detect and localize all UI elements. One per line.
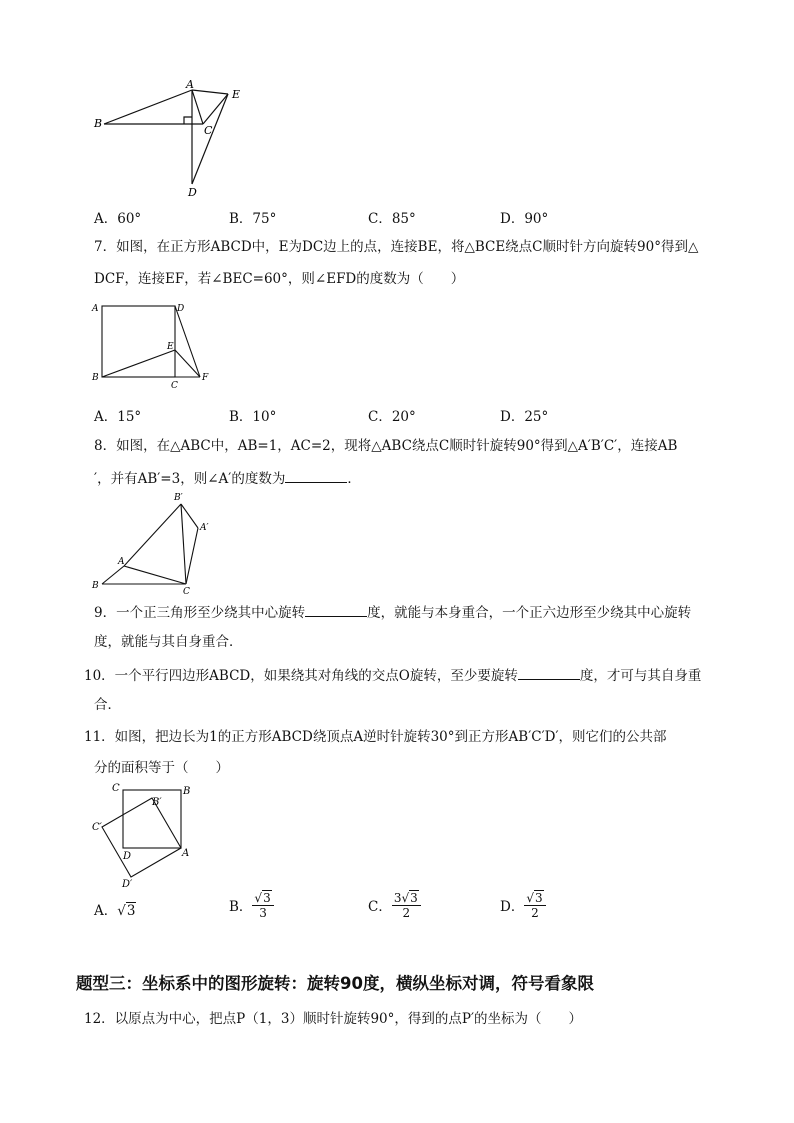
q11-option-d-numerator bbox=[524, 890, 545, 906]
q8-text-line2 bbox=[94, 468, 361, 488]
q6-label-a: A bbox=[186, 80, 194, 91]
q8-figure bbox=[88, 488, 228, 596]
q11-option-d-prefix: D． bbox=[500, 899, 525, 915]
q8-label-a: A bbox=[118, 557, 125, 567]
q6-label-e: E bbox=[232, 88, 241, 101]
sqrt-icon: √ bbox=[117, 903, 126, 919]
q11-option-c-prefix: C． bbox=[368, 899, 392, 915]
q11-option-d-fraction bbox=[524, 890, 545, 920]
q11-option-b-fraction bbox=[252, 890, 273, 920]
q7-figure bbox=[88, 298, 228, 390]
q11-option-b-denominator: 3 bbox=[259, 906, 267, 920]
q6-option-c: C．85° bbox=[368, 211, 416, 227]
q12-text-line1: 12．以原点为中心，把点P（1，3）顺时针旋转90°，得到的点P′的坐标为（ ） bbox=[84, 1011, 583, 1027]
q11-option-a bbox=[94, 899, 136, 919]
q7-option-c: C．20° bbox=[368, 409, 416, 425]
q11-option-b-prefix: B． bbox=[229, 899, 253, 915]
q6-option-a: A．60° bbox=[94, 211, 142, 227]
q7-label-f: F bbox=[202, 373, 209, 383]
q11-label-bp: B′ bbox=[152, 797, 162, 808]
q11-option-c bbox=[368, 890, 421, 920]
q8-text-line2-b: ． bbox=[347, 471, 361, 487]
q7-text-line1: 7．如图，在正方形ABCD中，E为DC边上的点，连接BE，将△BCE绕点C顺时针方向旋转90°得到△ bbox=[94, 239, 699, 255]
q8-text-line1: 8．如图，在△ABC中，AB=1，AC=2，现将△ABC绕点C顺时针旋转90°得到△A′B′C′，连接AB bbox=[94, 438, 678, 454]
q10-answer-blank[interactable] bbox=[518, 665, 580, 680]
q7-label-a: A bbox=[92, 304, 99, 314]
q11-option-d-denominator: 2 bbox=[531, 906, 539, 920]
q9-text-line1-a: 9．一个正三角形至少绕其中心旋转 bbox=[94, 605, 306, 621]
q9-answer-blank[interactable] bbox=[305, 602, 367, 617]
q9-text-line1-b: 度，就能与本身重合，一个正六边形至少绕其中心旋转 bbox=[367, 605, 692, 621]
q11-option-b-radicand: 3 bbox=[263, 891, 271, 905]
q11-label-b: B bbox=[183, 786, 191, 797]
q6-option-b: B．75° bbox=[229, 211, 277, 227]
q11-label-dp: D′ bbox=[122, 879, 133, 890]
q11-option-c-radicand: 3 bbox=[410, 891, 418, 905]
q8-answer-blank[interactable] bbox=[285, 468, 347, 483]
q11-label-c: C bbox=[112, 783, 120, 794]
q10-text-line1 bbox=[84, 665, 701, 685]
q11-option-b bbox=[229, 890, 274, 920]
q11-option-a-prefix: A． bbox=[94, 903, 118, 919]
q11-option-c-numerator bbox=[392, 890, 421, 906]
q7-label-e: E bbox=[167, 342, 174, 352]
q7-option-b: B．10° bbox=[229, 409, 277, 425]
q7-label-d: D bbox=[177, 304, 185, 314]
q8-text-line2-a: ′，并有AB′=3，则∠A′的度数为 bbox=[94, 471, 286, 487]
q11-label-a: A bbox=[182, 848, 190, 859]
q11-option-c-coefficient: 3 bbox=[393, 891, 402, 905]
q6-option-d: D．90° bbox=[500, 211, 549, 227]
sqrt-icon: √ bbox=[254, 891, 263, 905]
q6-label-b: B bbox=[94, 117, 103, 130]
q10-text-line2: 合． bbox=[94, 697, 121, 713]
q11-text-line1: 11．如图，把边长为1的正方形ABCD绕顶点A逆时针旋转30°到正方形AB′C′D′，则它们的公共部 bbox=[84, 729, 667, 745]
q10-text-line1-a: 10．一个平行四边形ABCD，如果绕其对角线的交点O旋转，至少要旋转 bbox=[84, 668, 518, 684]
q11-figure bbox=[86, 778, 206, 890]
q7-option-d: D．25° bbox=[500, 409, 549, 425]
q11-option-a-radicand: 3 bbox=[126, 903, 136, 919]
q8-label-b: B bbox=[92, 581, 99, 591]
q7-label-c: C bbox=[171, 381, 178, 390]
q11-label-d: D bbox=[123, 851, 132, 862]
q9-text-line2: 度，就能与其自身重合． bbox=[94, 634, 243, 650]
q7-option-a: A．15° bbox=[94, 409, 142, 425]
q11-option-b-numerator bbox=[252, 890, 273, 906]
q11-option-d-radicand: 3 bbox=[534, 891, 543, 905]
q8-label-c: C bbox=[183, 587, 190, 596]
section-heading: 题型三：坐标系中的图形旋转：旋转90度，横纵坐标对调，符号看象限 bbox=[76, 974, 594, 993]
q6-label-d: D bbox=[188, 186, 197, 199]
q11-label-cp: C′ bbox=[92, 822, 102, 833]
q10-text-line1-b: 度，才可与其自身重 bbox=[579, 668, 702, 684]
q6-figure bbox=[88, 80, 258, 200]
q11-option-d bbox=[500, 890, 546, 920]
q11-text-line2: 分的面积等于（ ） bbox=[94, 760, 229, 776]
q8-label-ap: A′ bbox=[200, 523, 209, 533]
q11-option-c-fraction bbox=[392, 890, 421, 920]
q8-label-bp: B′ bbox=[174, 493, 183, 503]
q9-text-line1 bbox=[94, 602, 691, 622]
sqrt-icon: √ bbox=[526, 891, 534, 905]
q6-label-c: C bbox=[204, 124, 213, 137]
q11-option-c-denominator: 2 bbox=[402, 906, 411, 920]
q7-text-line2: DCF，连接EF，若∠BEC=60°，则∠EFD的度数为（ ） bbox=[94, 271, 465, 287]
q7-label-b: B bbox=[92, 373, 99, 383]
sqrt-icon: √ bbox=[401, 891, 410, 905]
